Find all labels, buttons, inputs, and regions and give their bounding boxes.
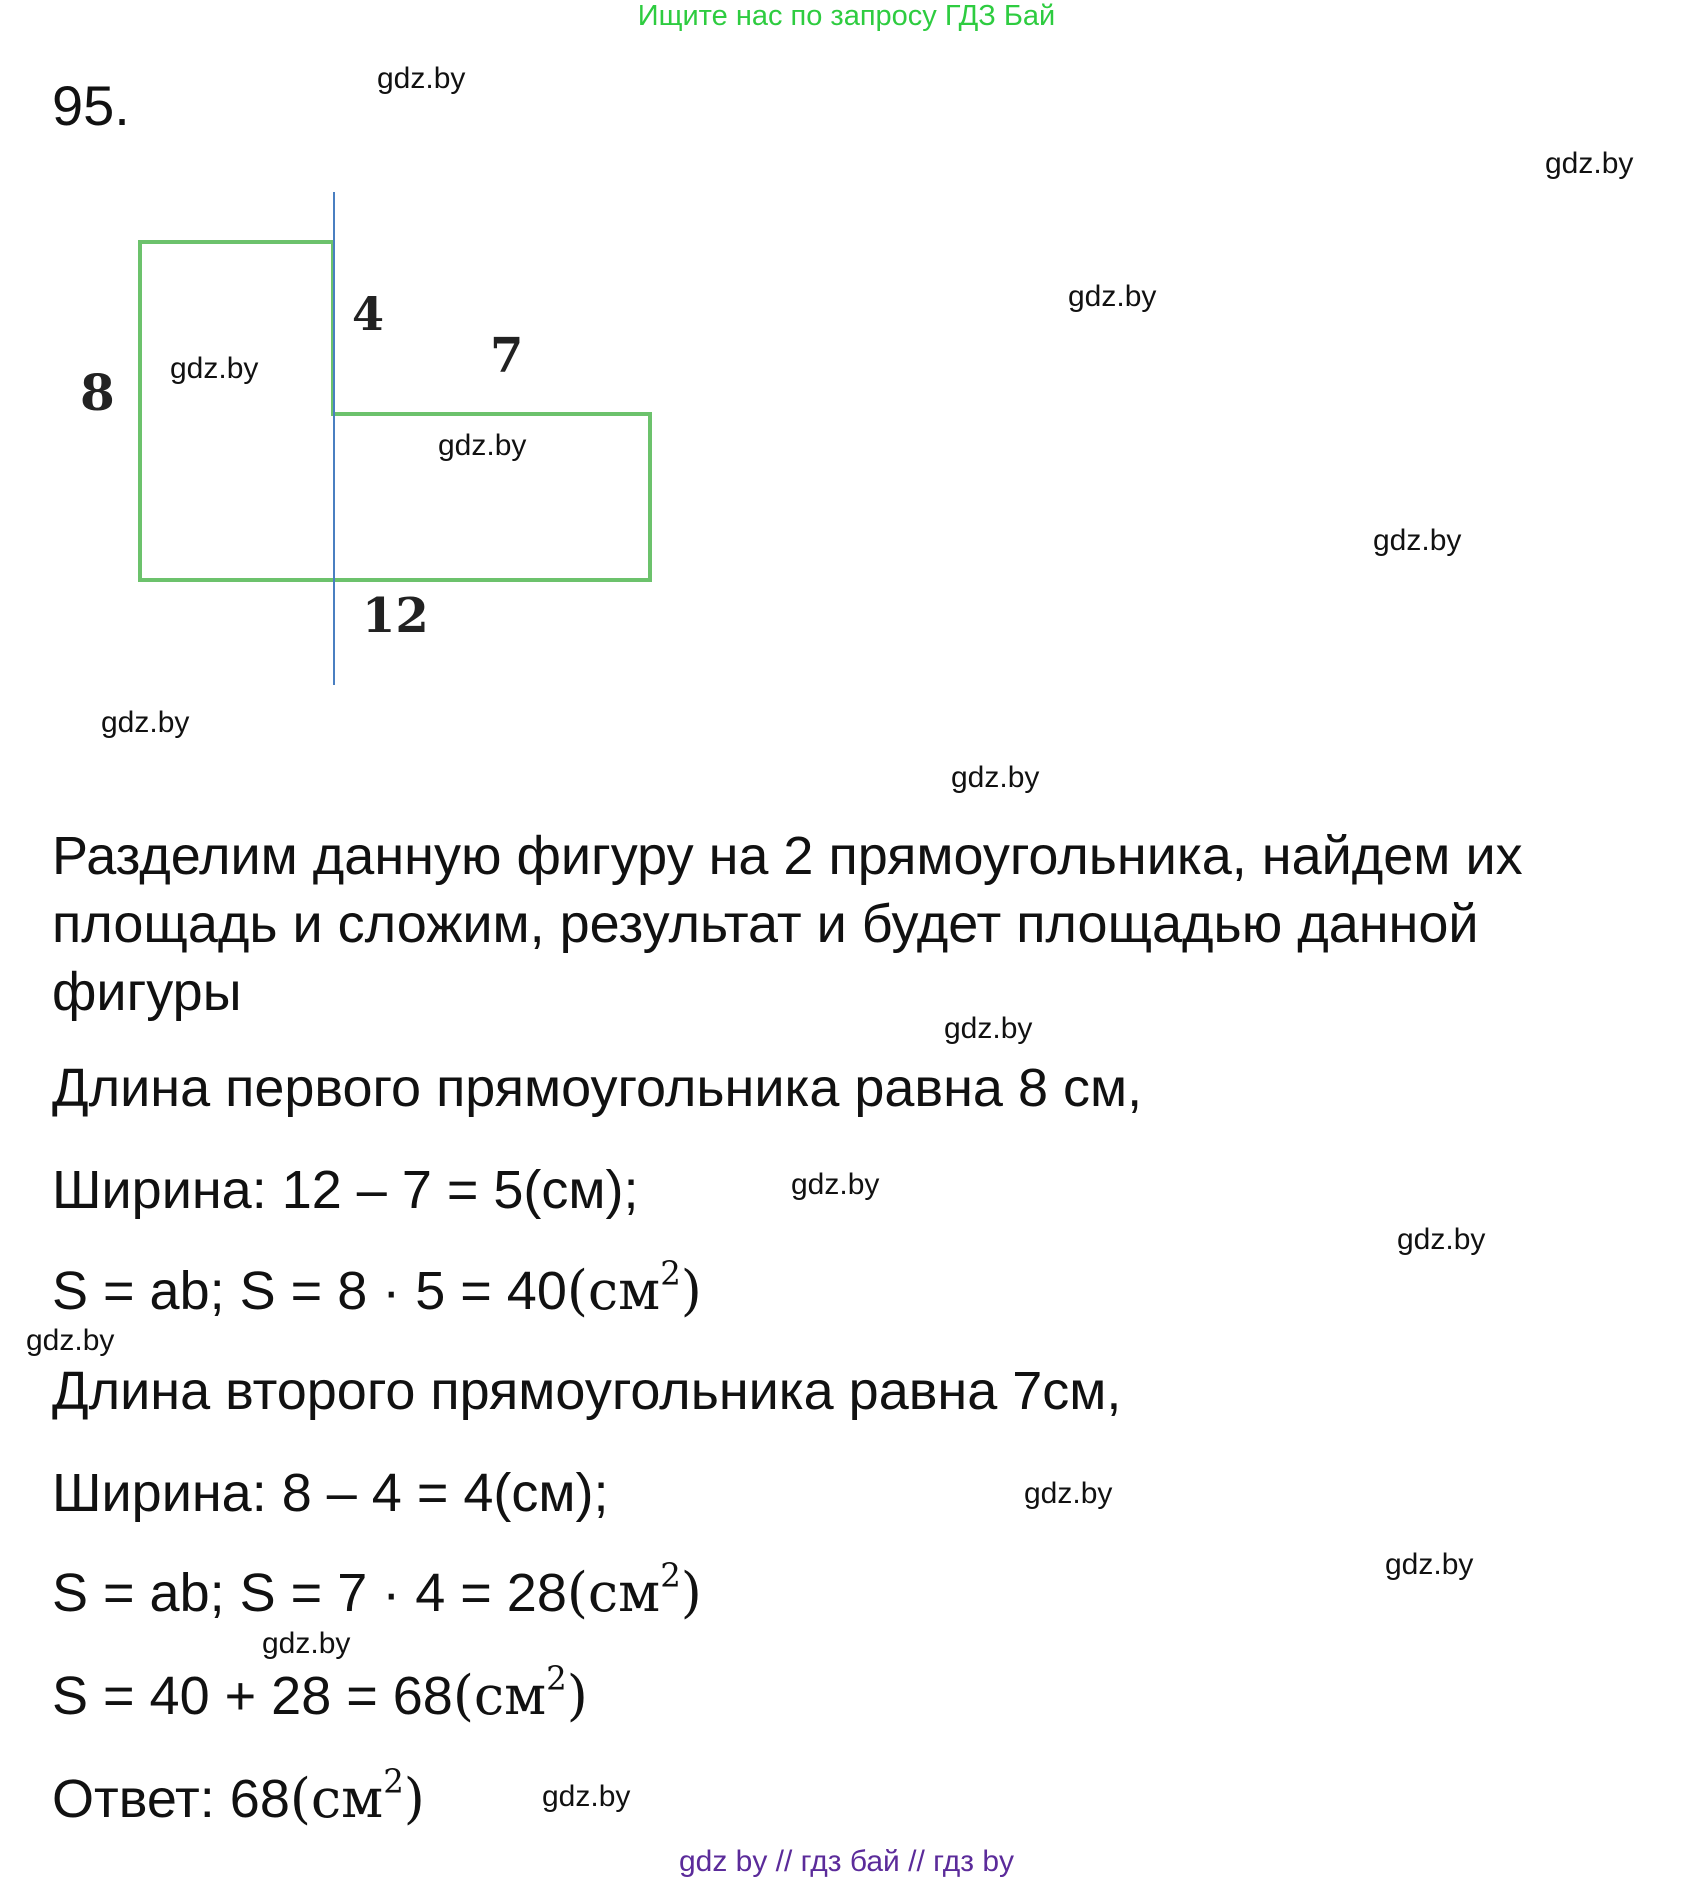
watermark: gdz.by — [1545, 147, 1634, 180]
task-number: 95. — [52, 74, 130, 137]
solution-intro: Разделим данную фигуру на 2 прямоугольника, найдем их площадь и сложим, результат и будет площадью данной фигуры — [52, 826, 1523, 1022]
label-bottom-12: 12 — [362, 588, 429, 644]
unit-open: (см — [566, 1561, 661, 1624]
watermark: gdz.by — [101, 706, 190, 739]
watermark: gdz.by — [262, 1627, 351, 1660]
watermark: gdz.by — [951, 761, 1040, 794]
watermark: gdz.by — [1385, 1548, 1474, 1581]
watermark: gdz.by — [438, 429, 527, 462]
watermark: gdz.by — [944, 1012, 1033, 1045]
watermark: gdz.by — [542, 1780, 631, 1813]
l-shape-outline — [140, 242, 650, 580]
rect1-area — [52, 1254, 702, 1324]
unit-power: 2 — [660, 1254, 681, 1293]
unit-close: ) — [680, 1259, 702, 1322]
answer — [52, 1762, 425, 1832]
figure-l-shape — [0, 180, 700, 700]
rect2-length: Длина второго прямоугольника равна 7см, — [52, 1361, 1122, 1421]
footer-links[interactable]: gdz by // гдз бай // гдз by — [678, 1845, 1015, 1878]
unit-power: 2 — [546, 1659, 567, 1698]
unit-close: ) — [566, 1664, 588, 1727]
rect1-length: Длина первого прямоугольника равна 8 см, — [52, 1058, 1143, 1118]
unit-power: 2 — [383, 1762, 404, 1801]
watermark: gdz.by — [26, 1324, 115, 1357]
unit-close: ) — [680, 1561, 702, 1624]
rect2-width: Ширина: 8 – 4 = 4(см); — [52, 1463, 609, 1523]
watermark: gdz.by — [1397, 1223, 1486, 1256]
unit-open: (см — [566, 1259, 661, 1322]
watermark: gdz.by — [1068, 280, 1157, 313]
unit-power: 2 — [660, 1556, 681, 1595]
rect2-area-formula: S = ab; S = 7 · 4 = 28 — [52, 1563, 567, 1623]
rect2-area — [52, 1556, 702, 1626]
unit-open: (см — [289, 1767, 384, 1830]
total-area-formula: S = 40 + 28 = 68 — [52, 1666, 453, 1726]
label-left-8: 8 — [80, 363, 115, 422]
label-top-7: 7 — [490, 328, 524, 384]
watermark: gdz.by — [1024, 1477, 1113, 1510]
rect1-width: Ширина: 12 – 7 = 5(см); — [52, 1160, 639, 1220]
watermark: gdz.by — [377, 62, 466, 95]
total-area — [52, 1659, 588, 1729]
watermark: gdz.by — [1373, 524, 1462, 557]
unit-cm2 — [289, 1762, 425, 1830]
unit-close: ) — [403, 1767, 425, 1830]
unit-cm2 — [452, 1659, 588, 1727]
answer-text: Ответ: 68 — [52, 1769, 290, 1829]
top-banner: Ищите нас по запросу ГДЗ Бай — [637, 0, 1056, 32]
watermark: gdz.by — [170, 352, 259, 385]
rect1-area-formula: S = ab; S = 8 · 5 = 40 — [52, 1261, 567, 1321]
label-step-4: 4 — [352, 287, 385, 341]
unit-cm2 — [566, 1254, 702, 1322]
unit-open: (см — [452, 1664, 547, 1727]
watermark: gdz.by — [791, 1168, 880, 1201]
unit-cm2 — [566, 1556, 702, 1624]
